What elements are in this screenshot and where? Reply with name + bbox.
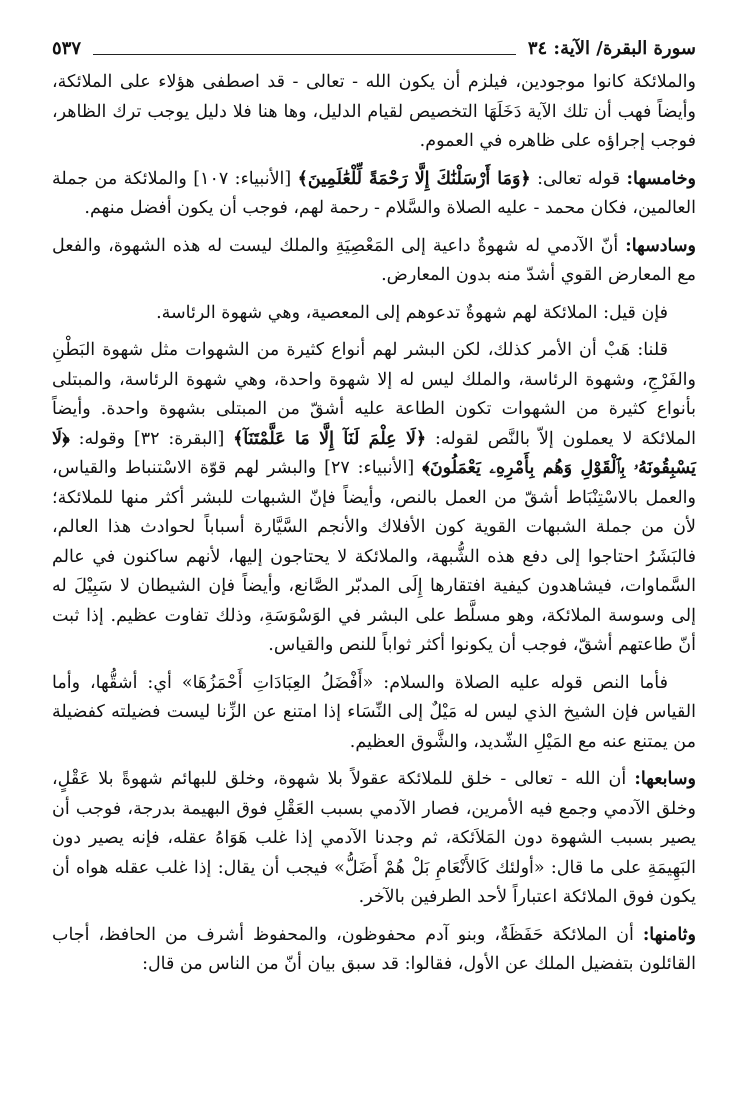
paragraph-text: [البقرة: ٣٢] وقوله: — [69, 428, 234, 449]
paragraph-label: وسابعها: — [634, 769, 696, 789]
page-number: ٥٣٧ — [52, 37, 82, 59]
paragraph — [52, 165, 696, 224]
paragraph — [52, 68, 696, 157]
paragraph — [52, 299, 696, 329]
paragraph — [52, 765, 696, 913]
body-text — [52, 68, 696, 980]
paragraph-text: فأما النص قوله عليه الصلاة والسلام: «أَفْضَلُ العِبَادَاتِ أَحْمَزُهَا» أي: أشقُّها، وأما القياس فإن الشيخ الذي ليس له مَيْلٌ إلى النِّسَاء إذا امتنع عن الزِّنا ليست فضيلته كفضيلة من يمتنع عنه مع المَيْلِ الشّديد، والشَّوق العظيم. — [52, 672, 696, 752]
header-title: سورة البقرة/ الآية: ٣٤ — [527, 37, 696, 59]
paragraph-text: قوله تعالى: — [530, 168, 627, 189]
paragraph-text: أن الملائكة حَفَظَةٌ، وبنو آدم محفوظون، والمحفوظ أشرف من الحافظ، أجاب القائلون بتفضيل الملك عن الأول، فقالوا: قد سبق بيان أنّ من الناس من قال: — [52, 924, 696, 974]
paragraph-text: والملائكة كانوا موجودين، فيلزم أن يكون الله - تعالى - قد اصطفى هؤلاء على الملائكة، وأيضاً فهب أن تلك الآية دَخَلَهَا التخصيص لقيام الدليل، وها هنا فلا دليل يوجب ترك الظاهر، فوجب إجراؤه على ظاهره في العموم. — [52, 72, 696, 151]
quran-quote: ﴿وَمَا أَرْسَلْنَٰكَ إِلَّا رَحْمَةً لِّلْعَٰلَمِينَ﴾ — [297, 168, 531, 189]
paragraph — [52, 921, 696, 980]
header-rule — [93, 54, 516, 55]
paragraph-text: أن الله - تعالى - خلق للملائكة عقولاً بلا شهوة، وخلق للبهائم شهوةً بلا عَقْلٍ، وخلق الآدمي وجمع فيه الأمرين، فصار الآدمي بسبب العَقْلِ فوق البهيمة بدرجة، فوجب أن يصير بسبب الشهوة دون المَلاَئكة، ثم وجدنا الآدمي إذا غلب هَوَاهُ عقله، فإنه يصير دون البَهِيمَةِ على ما قال: «أولئك كَالأَنْعَامِ بَلْ هُمْ أَضَلُّ» فيجب أن يقال: إذا غلب عقله هواه أن يكون فوق الملائكة اعتباراً لأحد الطرفين بالآخر. — [52, 769, 696, 907]
paragraph-text: فإن قيل: الملائكة لهم شهوةٌ تدعوهم إلى المعصية، وهي شهوة الرئاسة. — [156, 302, 668, 323]
paragraph-label: وخامسها: — [626, 168, 696, 189]
paragraph — [52, 232, 696, 291]
quran-quote: ﴿لَا يَسْبِقُونَهُۥ بِٱلْقَوْلِ وَهُم بِأَمْرِهِۦ يَعْمَلُونَ﴾ — [52, 428, 696, 478]
paragraph-label: وسادسها: — [625, 235, 696, 256]
paragraph-text: قلنا: هَبْ أن الأمر كذلك، لكن البشر لهم أنواع كثيرة من الشهوات مثل شهوة البَطْنِ والفَرْجِ، وشهوة الرئاسة، والملك ليس له إلا شهوة واحدة، وهي شهوة الرئاسة، والمبتلى بأنواع كثيرة من الشهوات تكون الطاعة عليه أشقّ من المبتلى بشهوة واحدة. وأيضاً الملائكة لا يعملون إلاّ بالنَّص لقوله: — [52, 340, 697, 449]
quran-quote: ﴿لَا عِلْمَ لَنَآ إِلَّا مَا عَلَّمْتَنَآ﴾ — [233, 428, 427, 449]
paragraph — [52, 336, 696, 661]
paragraph-label: وثامنها: — [642, 924, 696, 945]
running-header — [52, 28, 696, 68]
paragraph-text: أنّ الآدمي له شهوةٌ داعية إلى المَعْصِيَةِ والملك ليست له هذه الشهوة، والفعل مع المعارض القوي أشدّ منه بدون المعارض. — [52, 235, 696, 285]
paragraph — [52, 669, 696, 758]
paragraph-text: [الأنبياء: ١٠٧] والملائكة من جملة العالمين، فكان محمد - عليه الصلاة والسَّلام - رحمة لهم، فوجب أن يكون أفضل منهم. — [52, 168, 696, 218]
paragraph-text: [الأنبياء: ٢٧] والبشر لهم قوّة الاسْتنباط والقياس، والعمل بالاسْتِنْبَاط أشقّ من العمل بالنص، وأيضاً فإنّ الشبهات للبشر أكثر منها للملائكة؛ لأن من جملة الشبهات القوية كون الأفلاك والأنجم السَّيَّارة أسباباً لحوادث هذا العالم، فالبَشَرُ احتاجوا إلى دفع هذه الشُّبهة، والملائكة لا يحتاجون إليها، لأنهم ساكنون في عالم السَّماوات، فيشاهدون كيفية افتقارها إِلَى المدبّر الصَّانع، وأيضاً فإن الشيطان لا سَبِيْلَ له إلى وسوسة الملائكة، وهو مسلَّط على البشر في الوَسْوَسَةِ، وذلك تفاوت عظيم. إذا ثبت أنّ طاعتهم أشقّ، فوجب أن يكونوا أكثر ثواباً للنص والقياس. — [52, 458, 696, 655]
